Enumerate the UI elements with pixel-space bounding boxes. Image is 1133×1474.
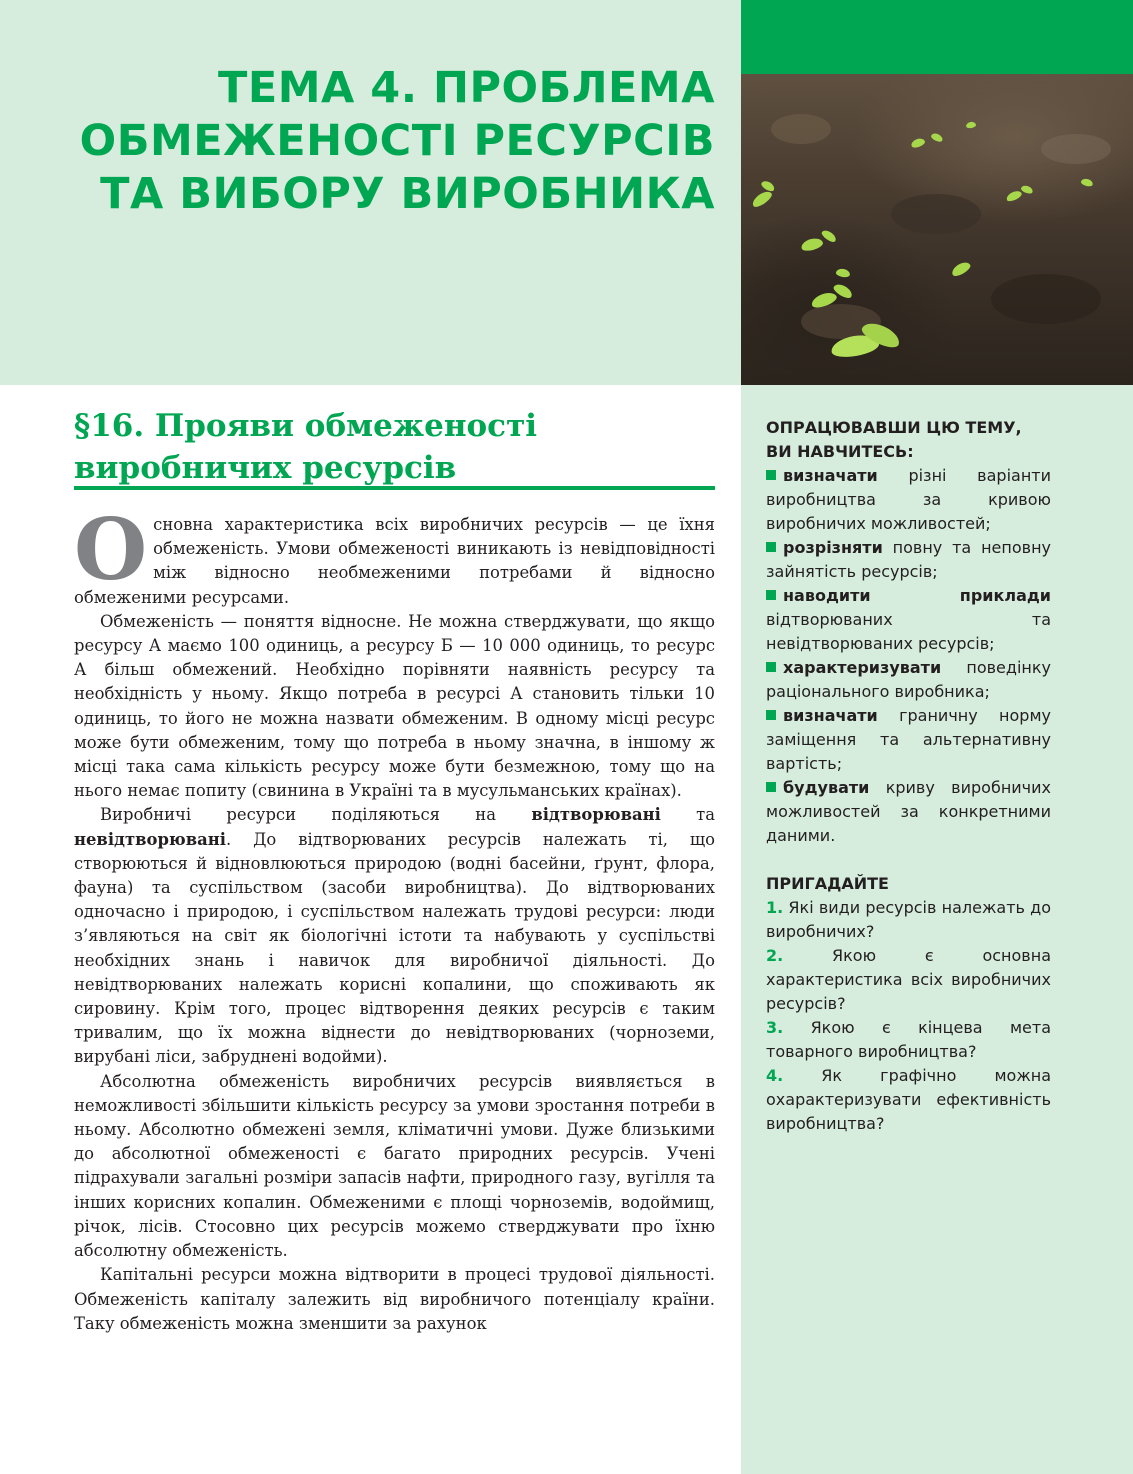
sprout-16 — [1080, 178, 1093, 188]
paragraph-4: Абсолютна обмеженість виробничих ресурсів виявляється в неможливості збільшити кількість ресурсу за умови зростання потреби в ньому. Абсолютно обмежені земля, кліматичні умови. Дуже близькими до абсолютної обмеженості є багато природних ресурсів. Учені підрахували загальні розміри запасів нафти, природного газу, вугілля та інших корисних копалин. Обмеженими є площі чорноземів, водоймищ, річок, лісів. Стосовно цих ресурсів можемо стверджувати про їхню абсолютну обмеженість. — [74, 1071, 715, 1261]
sprout-6 — [1005, 189, 1023, 203]
paragraph-title: §16. Прояви обмеженості виробничих ресурсів — [74, 408, 538, 486]
recall-item: 4. Як графічно можна охарактеризувати ефективність виробництва? — [766, 1066, 1051, 1133]
learning-goal-item: визначати різні варіанти виробництва за кривою виробничих можливостей; — [766, 466, 1051, 533]
sprout-7 — [1020, 184, 1034, 195]
main-text — [74, 500, 715, 1336]
header-green-bar — [741, 0, 1133, 74]
learning-goal-item: будувати криву виробничих можливостей за конкретними даними. — [766, 778, 1051, 845]
paragraph-3: Виробничі ресурси поділяються на відтворювані та невідтворювані. До відтворюваних ресурсів належать ті, що створюються й відновлюються природою (водні басейни, ґрунт, флора, фауна) та суспільством (засоби виробництва). До відтворюваних одночасно і природою, і суспільством належать трудові ресурси: люди з’являються на світ як біологічні істоти та набувають у суспільстві необхідних знань і навичок для виробничої діяльності. До невідтворюваних належать корисні копалини, що споживають як сировину. Крім того, процес відтворення деяких ресурсів є таким тривалим, що їх можна віднести до невідтворюваних (чорноземи, вирубані ліси, забруднені водойми). — [74, 805, 715, 1067]
green-square-bullet-icon — [766, 710, 776, 720]
topic-title: ТЕМА 4. ПРОБЛЕМА ОБМЕЖЕНОСТІ РЕСУРСІВ ТА ВИБОРУ ВИРОБНИКА — [79, 63, 715, 219]
recall-item: 2. Якою є основна характеристика всіх виробничих ресурсів? — [766, 946, 1051, 1013]
recall-item: 3. Якою є кінцева мета товарного виробництва? — [766, 1018, 1051, 1061]
soil-sprouts-photo — [741, 74, 1133, 385]
learning-goals-heading: ОПРАЦЮВАВШИ ЦЮ ТЕМУ, ВИ НАВЧИТЕСЬ: — [766, 418, 1022, 461]
learning-goals — [766, 416, 1051, 848]
paragraph-2: Обмеженість — поняття відносне. Не можна стверджувати, що якщо ресурсу А маємо 100 одиниць, а ресурсу Б — 10 000 одиниць, то ресурс А більш обмежений. Необхідно порівняти наявність ресурсу та необхідність у ньому. Якщо потреба в ресурсі А становить тільки 10 одиниць, то його не можна назвати обмеженим. В одному місці ресурс може бути обмеженим, тому що потреба в ньому значна, в іншому ж місці така сама кількість ресурсу може бути безмежною, тому що на нього немає попиту (свинина в Україні та в мусульманських країнах). — [74, 611, 715, 801]
learning-goals-list — [766, 464, 1051, 848]
sprout-2 — [930, 132, 944, 143]
sprout-3 — [966, 121, 977, 129]
recall-item: 1. Які види ресурсів належать до виробничих? — [766, 898, 1051, 941]
recall-heading: ПРИГАДАЙТЕ — [766, 874, 889, 893]
green-square-bullet-icon — [766, 470, 776, 480]
sprout-12 — [950, 260, 972, 279]
recall-section — [766, 872, 1051, 1136]
sprout-8 — [800, 236, 824, 252]
recall-list — [766, 896, 1051, 1136]
sprout-13 — [835, 268, 850, 278]
title-underline — [74, 486, 715, 490]
learning-goal-item: визначати граничну норму заміщення та альтернативну вартість; — [766, 706, 1051, 773]
green-square-bullet-icon — [766, 542, 776, 552]
drop-cap: О — [74, 500, 148, 599]
green-square-bullet-icon — [766, 662, 776, 672]
green-square-bullet-icon — [766, 782, 776, 792]
paragraph-5: Капітальні ресурси можна відтворити в процесі трудової діяльності. Обмеженість капіталу залежить від виробничого потенціалу країни. Таку обмеженість можна зменшити за рахунок — [74, 1265, 715, 1333]
learning-goal-item: характеризувати поведінку раціонального виробника; — [766, 658, 1051, 701]
paragraph-1: Основна характеристика всіх виробничих ресурсів — це їхня обмеженість. Умови обмеженості виникають із невідповідності між відносно необмеженими потребами й відносно обмеженими ресурсами. — [74, 500, 715, 607]
sprout-5 — [760, 179, 776, 193]
learning-goal-item: наводити приклади відтворюваних та невідтворюваних ресурсів; — [766, 586, 1051, 653]
learning-goal-item: розрізняти повну та неповну зайнятість ресурсів; — [766, 538, 1051, 581]
green-square-bullet-icon — [766, 590, 776, 600]
sprout-1 — [910, 137, 926, 149]
sprout-4 — [750, 189, 774, 210]
